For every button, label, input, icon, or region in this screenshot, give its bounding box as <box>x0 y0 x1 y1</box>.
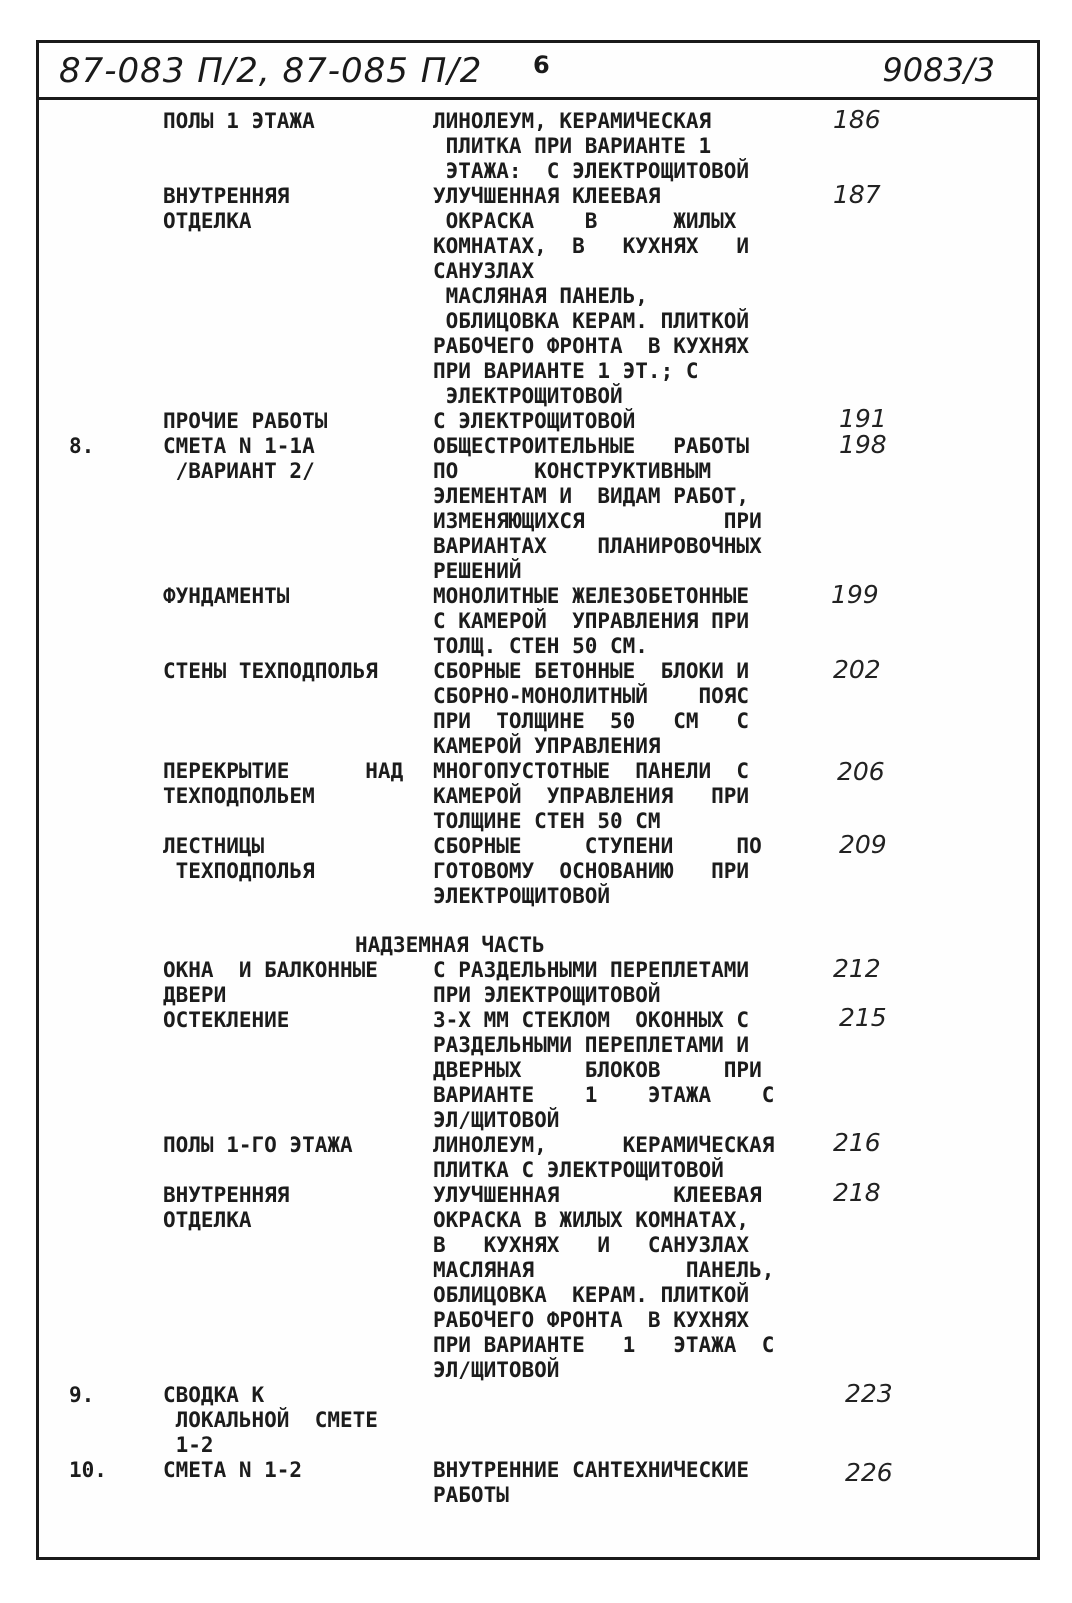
row-description: ЛИНОЛЕУМ, КЕРАМИЧЕСКАЯ ПЛИТКА ПРИ ВАРИАНТЕ 1 ЭТАЖА: С ЭЛЕКТРОЩИТОВОЙ <box>433 109 750 183</box>
row-page: 199 <box>831 580 879 609</box>
row-description: ВНУТРЕННИЕ САНТЕХНИЧЕСКИЕ РАБОТЫ <box>433 1458 750 1507</box>
row-name: СТЕНЫ ТЕХПОДПОЛЬЯ <box>163 659 378 683</box>
row-description: УЛУЧШЕННАЯ КЛЕЕВАЯ ОКРАСКА В ЖИЛЫХ КОМНАТАХ, В КУХНЯХ И САНУЗЛАХ МАСЛЯНАЯ ПАНЕЛЬ, ОБЛИЦОВКА КЕРАМ. ПЛИТКОЙ РАБОЧЕГО ФРОНТА В КУХНЯХ ПРИ ВАРИАНТЕ 1 ЭТАЖА С ЭЛ/ЩИТОВОЙ <box>433 1183 775 1382</box>
section-heading: НАДЗЕМНАЯ ЧАСТЬ <box>355 933 545 957</box>
row-page: 223 <box>845 1379 893 1408</box>
row-description: ОБЩЕСТРОИТЕЛЬНЫЕ РАБОТЫ ПО КОНСТРУКТИВНЫМ ЭЛЕМЕНТАМ И ВИДАМ РАБОТ, ИЗМЕНЯЮЩИХСЯ ПРИ ВАРИАНТАХ ПЛАНИРОВОЧНЫХ РЕШЕНИЙ <box>433 434 762 583</box>
row-page: 187 <box>833 180 881 209</box>
row-number: 8. <box>69 434 95 458</box>
row-name: ПОЛЫ 1-ГО ЭТАЖА <box>163 1133 353 1157</box>
row-description: МОНОЛИТНЫЕ ЖЕЛЕЗОБЕТОННЫЕ С КАМЕРОЙ УПРАВЛЕНИЯ ПРИ ТОЛЩ. СТЕН 50 СМ. <box>433 584 750 658</box>
row-name: ПОЛЫ 1 ЭТАЖА <box>163 109 315 133</box>
row-name: ВНУТРЕННЯЯ ОТДЕЛКА <box>163 184 290 233</box>
document-frame <box>36 40 1040 1560</box>
row-page: 198 <box>839 430 887 459</box>
row-page: 215 <box>839 1003 887 1032</box>
row-page: 186 <box>833 105 881 134</box>
row-name: СМЕТА N 1-1А /ВАРИАНТ 2/ <box>163 434 315 483</box>
row-page: 216 <box>833 1128 881 1157</box>
row-page: 226 <box>845 1458 893 1487</box>
row-number: 9. <box>69 1383 95 1407</box>
row-name: ЛЕСТНИЦЫ ТЕХПОДПОЛЬЯ <box>163 834 315 883</box>
row-page: 206 <box>837 757 885 786</box>
row-description: УЛУЧШЕННАЯ КЛЕЕВАЯ ОКРАСКА В ЖИЛЫХ КОМНАТАХ, В КУХНЯХ И САНУЗЛАХ МАСЛЯНАЯ ПАНЕЛЬ, ОБЛИЦОВКА КЕРАМ. ПЛИТКОЙ РАБОЧЕГО ФРОНТА В КУХНЯХ ПРИ ВАРИАНТЕ 1 ЭТ.; С ЭЛЕКТРОЩИТОВОЙ <box>433 184 750 408</box>
row-page: 202 <box>833 655 881 684</box>
row-name: ОСТЕКЛЕНИЕ <box>163 1008 290 1032</box>
row-name: СВОДКА К ЛОКАЛЬНОЙ СМЕТЕ 1-2 <box>163 1383 378 1457</box>
header-project-codes: 87-083 П/2, 87-085 П/2 <box>59 51 483 91</box>
row-description: СБОРНЫЕ СТУПЕНИ ПО ГОТОВОМУ ОСНОВАНИЮ ПРИ ЭЛЕКТРОЩИТОВОЙ <box>433 834 762 908</box>
row-name: СМЕТА N 1-2 <box>163 1458 303 1482</box>
row-description: 3-Х ММ СТЕКЛОМ ОКОННЫХ С РАЗДЕЛЬНЫМИ ПЕРЕПЛЕТАМИ И ДВЕРНЫХ БЛОКОВ ПРИ ВАРИАНТЕ 1 ЭТАЖА С ЭЛ/ЩИТОВОЙ <box>433 1008 775 1132</box>
row-page: 218 <box>833 1178 881 1207</box>
row-description: ЛИНОЛЕУМ, КЕРАМИЧЕСКАЯ ПЛИТКА С ЭЛЕКТРОЩИТОВОЙ <box>433 1133 775 1182</box>
row-name: ПРОЧИЕ РАБОТЫ <box>163 409 328 433</box>
row-name: ФУНДАМЕНТЫ <box>163 584 290 608</box>
row-page: 212 <box>833 954 881 983</box>
row-page: 191 <box>839 404 887 433</box>
row-description: СБОРНЫЕ БЕТОННЫЕ БЛОКИ И СБОРНО-МОНОЛИТНЫЙ ПОЯС ПРИ ТОЛЩИНЕ 50 СМ С КАМЕРОЙ УПРАВЛЕНИЯ <box>433 659 750 758</box>
row-number: 10. <box>69 1458 107 1482</box>
row-name: ПЕРЕКРЫТИЕ НАД ТЕХПОДПОЛЬЕМ <box>163 759 404 808</box>
row-name: ОКНА И БАЛКОННЫЕ ДВЕРИ <box>163 958 378 1007</box>
row-description: МНОГОПУСТОТНЫЕ ПАНЕЛИ С КАМЕРОЙ УПРАВЛЕНИЯ ПРИ ТОЛЩИНЕ СТЕН 50 СМ <box>433 759 750 833</box>
row-page: 209 <box>839 830 887 859</box>
row-name: ВНУТРЕННЯЯ ОТДЕЛКА <box>163 1183 290 1232</box>
row-description: С РАЗДЕЛЬНЫМИ ПЕРЕПЛЕТАМИ ПРИ ЭЛЕКТРОЩИТОВОЙ <box>433 958 750 1007</box>
header-divider <box>39 97 1037 100</box>
header-page-number: 6 <box>533 51 550 79</box>
row-description: С ЭЛЕКТРОЩИТОВОЙ <box>433 409 636 433</box>
header-document-number: 9083/3 <box>882 51 995 89</box>
